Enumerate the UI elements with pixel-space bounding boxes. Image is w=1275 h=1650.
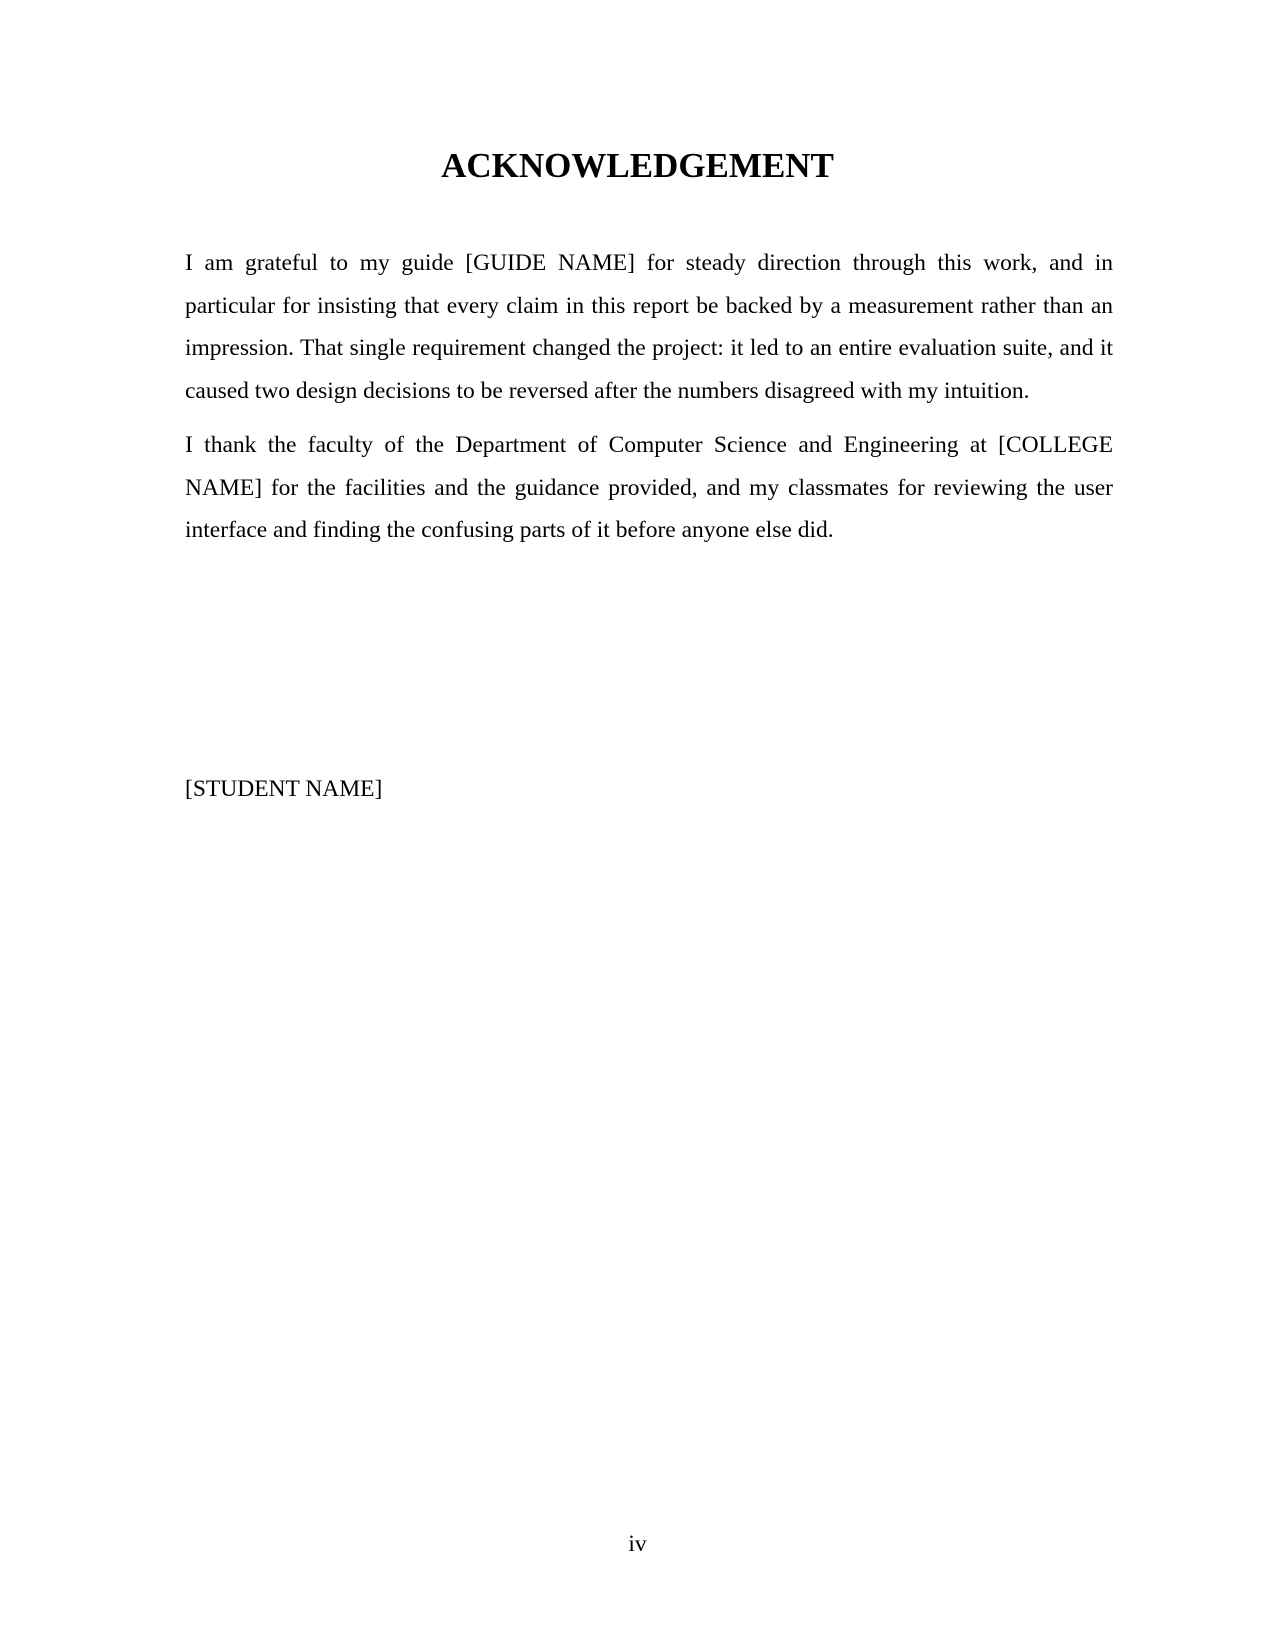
page-number: iv: [628, 1531, 647, 1557]
page-title: ACKNOWLEDGEMENT: [441, 146, 834, 185]
paragraph-faculty: I thank the faculty of the Department of Computer Science and Engineering at [COLLEGE NAME] for the facilities and the guidance provided, and my classmates for reviewing the user interface and finding the confusing parts of it before anyone else did.: [185, 432, 1113, 543]
acknowledgement-body: [185, 242, 1113, 564]
paragraph-guide: I am grateful to my guide [GUIDE NAME] for steady direction through this work, and in particular for insisting that every claim in this report be backed by a measurement rather than an impression. That single requirement changed the project: it led to an entire evaluation suite, and it caused two design decisions to be reversed after the numbers disagreed with my intuition.: [185, 250, 1113, 404]
student-signature: [STUDENT NAME]: [185, 776, 383, 802]
